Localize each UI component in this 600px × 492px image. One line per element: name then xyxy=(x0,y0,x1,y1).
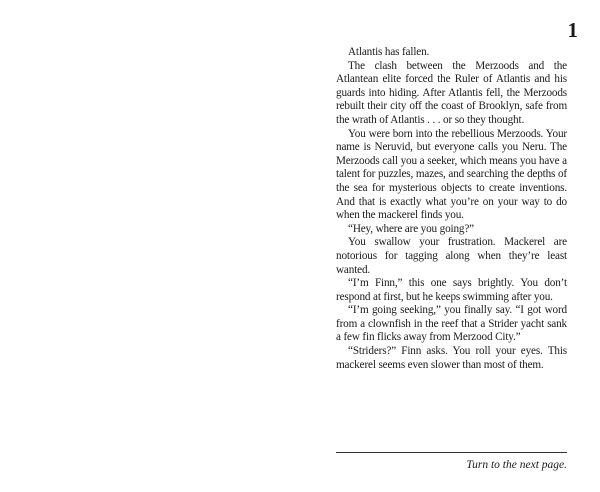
turn-page-note: Turn to the next page. xyxy=(466,459,567,471)
paragraph: “I’m Finn,” this one says brightly. You don’t respond at first, but he keeps swimming after you. xyxy=(336,277,567,303)
paragraph: Atlantis has fallen. xyxy=(348,46,430,58)
paragraph: You were born into the rebellious Merzoods. Your name is Neruvid, but everyone calls you Neru. The Merzoods call you a seeker, which means you have a talent for puzzles, mazes, and searching the depths of the sea for mysterious objects to create inventions. And that is exactly what you’re on your way to do when the mackerel finds you. xyxy=(336,127,567,222)
paragraph: “Striders?” Finn asks. You roll your eyes. This mackerel seems even slower than most of them. xyxy=(336,345,567,371)
paragraph: You swallow your frustration. Mackerel are notorious for tagging along when they’re least wanted. xyxy=(336,236,567,276)
paragraph: “I’m going seeking,” you finally say. “I got word from a clownfish in the reef that a Strider yacht sank a few fin flicks away from Merzood City.” xyxy=(336,304,567,344)
paragraph: “Hey, where are you going?” xyxy=(348,222,474,235)
story-text xyxy=(336,46,567,372)
page-number: 1 xyxy=(567,18,578,42)
footer-divider xyxy=(336,452,567,453)
paragraph: The clash between the Merzoods and the Atlantean elite forced the Ruler of Atlantis and his guards into hiding. After Atlantis fell, the Merzoods rebuilt their city off the coast of Brooklyn, safe from the wrath of Atlantis . . . or so they thought. xyxy=(336,59,567,126)
